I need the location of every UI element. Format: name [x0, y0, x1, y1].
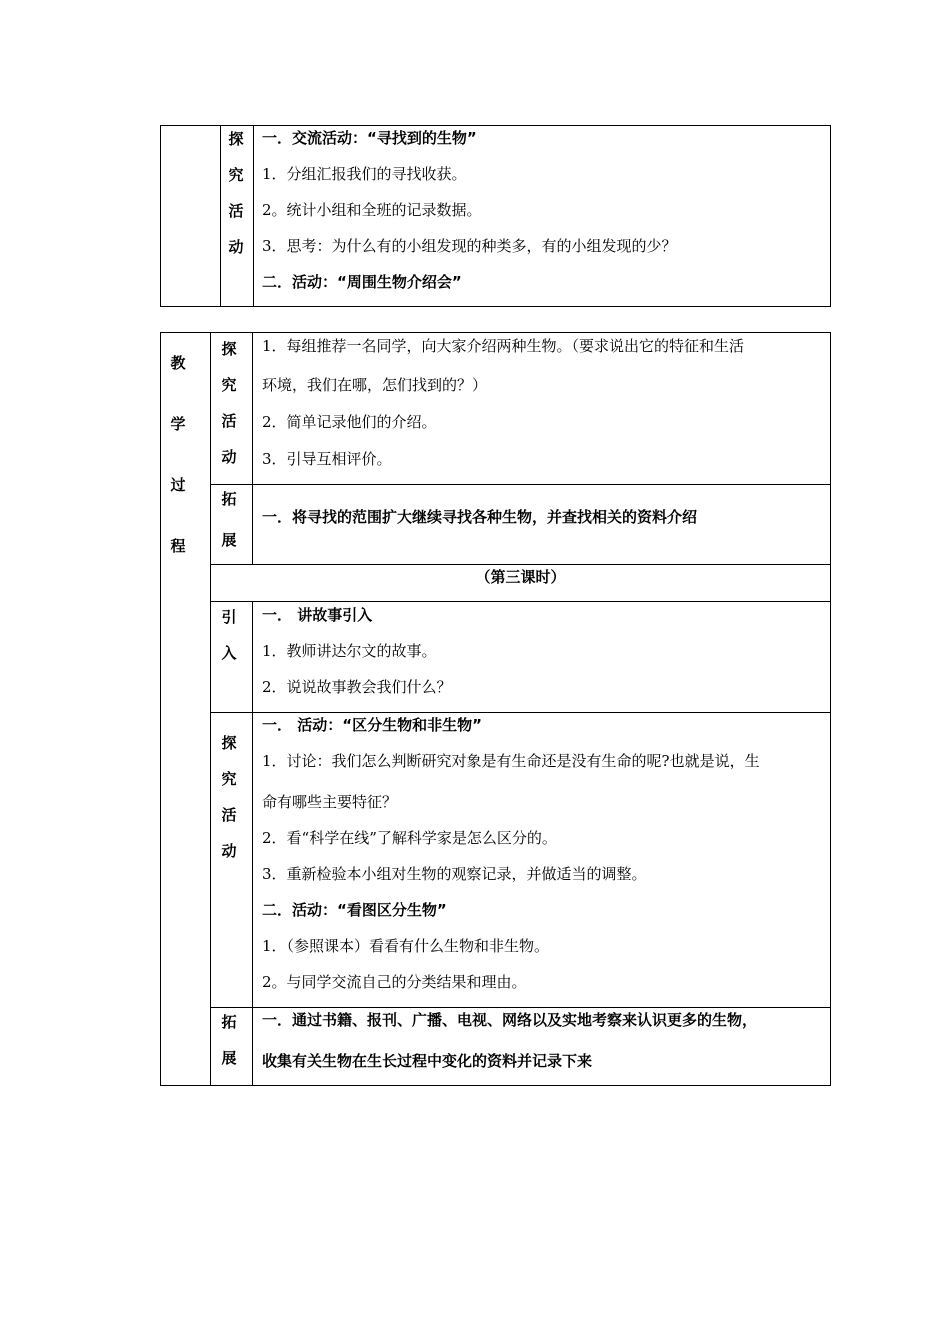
explore-activity-label: 探 究 活 动: [228, 130, 244, 256]
step-text: 1．（参照课本）看看有什么生物和非生物。: [262, 937, 550, 955]
period-heading: （第三课时）: [475, 568, 566, 586]
column-divider: [210, 332, 211, 1086]
step-text: 2．看“科学在线”了解科学家是怎么区分的。: [262, 829, 557, 847]
explore-activity-label: 探 究 活 动: [221, 340, 237, 466]
step-text: 1．教师讲达尔文的故事。: [262, 642, 437, 660]
column-divider: [252, 332, 253, 564]
step-text: 环境，我们在哪，怎们找到的？）: [262, 376, 488, 394]
step-text: 1．分组汇报我们的寻找收获。: [262, 165, 467, 183]
lesson-table-1: [160, 125, 831, 307]
step-text: 命有哪些主要特征？: [262, 793, 398, 811]
step-text: 3．引导互相评价。: [262, 450, 392, 468]
extension-text: 收集有关生物在生长过程中变化的资料并记录下来: [262, 1052, 593, 1070]
row-divider: [210, 1007, 831, 1008]
extension-label: 拓 展: [221, 1013, 237, 1067]
step-text: 3．思考：为什么有的小组发现的种类多，有的小组发现的少？: [262, 237, 677, 255]
teaching-process-label: 教 学 过 程: [170, 354, 186, 555]
extension-label: 拓 展: [221, 490, 237, 549]
row-divider: [210, 564, 831, 565]
explore-activity-label: 探 究 活 动: [221, 734, 237, 860]
step-text: 2。统计小组和全班的记录数据。: [262, 201, 482, 219]
activity-heading: 一． 活动：“区分生物和非生物”: [262, 716, 482, 734]
intro-heading: 一． 讲故事引入: [262, 606, 373, 624]
intro-label: 引 入: [221, 608, 237, 662]
column-divider: [252, 601, 253, 1086]
step-text: 3．重新检验本小组对生物的观察记录，并做适当的调整。: [262, 865, 647, 883]
row-divider: [210, 712, 831, 713]
step-text: 1．每组推荐一名同学，向大家介绍两种生物。（要求说出它的特征和生活: [262, 337, 745, 355]
activity-heading: 一．交流活动：“寻找到的生物”: [262, 129, 477, 147]
row-divider: [210, 484, 831, 485]
extension-text: 一．通过书籍、报刊、广播、电视、网络以及实地考察来认识更多的生物，: [262, 1011, 758, 1029]
column-divider: [253, 126, 254, 306]
row-divider: [210, 601, 831, 602]
step-text: 2。与同学交流自己的分类结果和理由。: [262, 973, 527, 991]
extension-text: 一．将寻找的范围扩大继续寻找各种生物，并查找相关的资料介绍: [262, 508, 698, 526]
activity-heading: 二．活动：“周围生物介绍会”: [262, 273, 462, 291]
step-text: 2．简单记录他们的介绍。: [262, 413, 437, 431]
activity-heading: 二．活动：“看图区分生物”: [262, 901, 447, 919]
step-text: 2．说说故事教会我们什么？: [262, 678, 452, 696]
step-text: 1．讨论：我们怎么判断研究对象是有生命还是没有生命的呢?也就是说，生: [262, 752, 760, 770]
